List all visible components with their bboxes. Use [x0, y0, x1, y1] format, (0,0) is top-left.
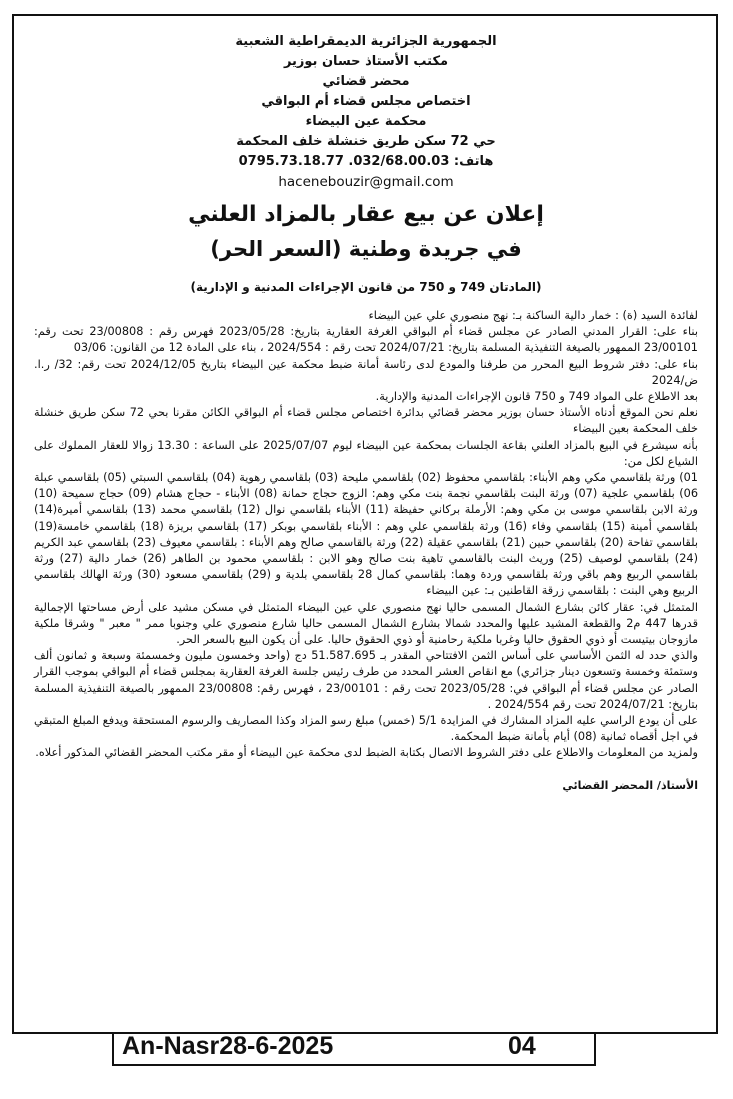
beneficiary-paragraph: لفائدة السيد (ة) : خمار دالية الساكنة بـ: نهج منصوري علي عين البيضاء — [368, 309, 698, 322]
jurisdiction: اختصاص مجلس قضاء أم البواقي — [261, 94, 471, 109]
legal-articles: (المادتان 749 و 750 من قانون الإجراءات المدنية و الإدارية) — [190, 280, 542, 294]
deposit-paragraph: على أن يودع الراسي عليه المزاد المشارك في المزايدة 5/1 (خمس) مبلغ رسو المزاد وكذا المصاريف والرسوم المستحقة ويدفع المبلغ المتبقي في اجل أقصاه ثمانية (08) أيام بأمانة ضبط المحكمة. — [34, 714, 699, 744]
announcement-frame — [12, 14, 718, 1034]
info-paragraph: ولمزيد من المعلومات والاطلاع على دفتر الشروط الاتصال بكتابة الضبط لدى محكمة عين البيضاء أو مقر مكتب المحضر القضائي المذكور أعلاه. — [35, 746, 698, 760]
bailiff-paragraph: نعلم نحن الموقع أدناه الأستاذ حسان بوزير محضر قضائي بدائرة اختصاص مجلس قضاء أم البواقي الكائن مقرنا بحي 72 سكن طريق خنشلة خلف المحكمة بعين البيضاء — [34, 406, 698, 436]
office-role: محضر قضائي — [322, 74, 410, 89]
page-number: 04 — [508, 1032, 536, 1060]
property-paragraph: المتمثل في: عقار كائن بشارع الشمال المسمى حاليا نهج منصوري علي عين البيضاء المتمثل في مسكن مشيد على أرض مساحتها الإجمالية قدرها 447 م2 والقطعة المشيد عليها والمحدد شمالا بشارع الشمال المسمى حاليا شارع منصوري علي وجنوبا ممر " معبر " وشرقا ملكية مازوجان بيتيست أو ذوي الحقوق حاليا وغربا ملكية رحامنية أو ذوي الحقوق حاليا. على أن يكون البيع بالسعر الحر. — [34, 600, 698, 647]
signature: الأستاذ/ المحضر القضائي — [562, 778, 698, 792]
conditions-paragraph: بناء على: دفتر شروط البيع المحرر من طرفنا والمودع لدى رئاسة أمانة ضبط محكمة عين البيضاء بتاريخ 2024/12/05 تحت رقم: 32/ ر.ا. ض/2024 — [34, 357, 698, 387]
phone-numbers: 0795.73.18.77 .032/68.00.03 — [238, 154, 450, 169]
newspaper-title: في جريدة وطنية (السعر الحر) — [210, 237, 522, 261]
phone-label: هاتف: — [453, 154, 494, 169]
office-address: حي 72 سكن طريق خنشلة خلف المحكمة — [236, 134, 496, 149]
newspaper-date: An-Nasr28-6-2025 — [122, 1032, 334, 1060]
sale-date-paragraph: بأنه سيشرع في البيع بالمزاد العلني بقاعة الجلسات بمحكمة عين البيضاء ليوم 2025/07/07 على الساعة : 13.30 زوالا للعقار المملوك على الشياع لكل من: — [34, 438, 699, 468]
announcement-body — [34, 308, 698, 794]
announcement-title: إعلان عن بيع عقار بالمزاد العلني — [188, 202, 544, 227]
announcement-content — [34, 32, 698, 794]
office-header — [34, 32, 698, 192]
email-address: hacenebouzir@gmail.com — [278, 174, 454, 190]
articles-paragraph: بعد الاطلاع على المواد 749 و 750 قانون الإجراءات المدنية والإدارية. — [375, 390, 698, 404]
republic-line: الجمهورية الجزائرية الديمقراطية الشعبية — [235, 34, 497, 49]
owners-paragraph: 01) ورثة بلقاسمي مكي وهم الأبناء: بلقاسمي محفوظ (02) بلقاسمي مليحة (03) بلقاسمي رهوية (04) بلقاسمي السبتي (05) بلقاسمي عبلة 06) بلقاسمي علجية (07) ورثة البنت بلقاسمي نجمة بنت مكي وهم: الزوج حجاج حمانة (08) الأبناء - حجاج هشام (09) حجاج سميحة (10) ورثة الابن بلقاسمي موسى بن مكي وهم: الأرملة بركاني حفيظة (11) الأبناء بلقاسمي نوال (12) بلقاسمي محمد (13) بلقاسمي أميرة(14) بلقاسمي أمينة (15) بلقاسمي وفاء (16) ورثة بلقاسمي علي وهم : الأبناء بلقاسمي بوبكر (17) بلقاسمي بريزة (18) بلقاسمي خامسة(19) بلقاسمي تفاحة (20) بلقاسمي حبين (21) بلقاسمي عقيلة (22) ورثة بالقاسمي صالح وهم الأبناء : بلقاسمي معيوف (23) بلقاسمي عبد الكريم (24) بلقاسمي لوصيف (25) وريث البنت بالقاسمي تاهية بنت صالح وهو الابن : بلقاسمي محمود بن الطاهر (26) خمار دالية (27) ورثة بلقاسمي الربيع وهم باقي ورثة بلقاسمي وردة وهما: بلقاسمي كمال 28 بلقاسمي بلدية و (29) بلقاسمي مسعود (30) ورثة الهالك بلقاسمي الربيع وهي البنت : بلقاسمي زرقة القاطنين بـ: عين البيضاء — [34, 471, 699, 598]
court-name: محكمة عين البيضاء — [305, 114, 427, 129]
office-name: مكتب الأستاذ حسان بوزير — [283, 54, 449, 69]
price-paragraph: والذي حدد له الثمن الأساسي على أساس الثمن الافتتاحي المقدر بـ 51.587.695 دج (واحد وخمسون مليون وخمسمئة وسبعة و ثمانون ألف وستمئة وخمسة وتسعون دينار جزائري) مع انقاص العشر المحدد من طرف رئيس جلسة الغرفة العقارية بمجلس قضاء أم البواقي بموجب القرار الصادر عن مجلس قضاء أم البواقي في: 2023/05/28 تحت رقم : 23/00101 ، فهرس رقم: 23/00808 الممهور بالصيغة التنفيذية المسلمة بتاريخ: 2024/07/21 تحت رقم 2024/554 . — [34, 649, 698, 711]
page-footer — [112, 1034, 596, 1066]
decision-paragraph: بناء على: القرار المدني الصادر عن مجلس قضاء أم البواقي الغرفة العقارية بتاريخ: 2023/05/28 فهرس رقم : 23/00808 تحت رقم: 23/00101 الممهور بالصيغة التنفيذية المسلمة بتاريخ: 2024/07/21 تحت رقم : 2024/554 ، بناء على المادة 12 من القانون: 03/06 — [34, 325, 698, 355]
phone-line — [34, 152, 698, 172]
